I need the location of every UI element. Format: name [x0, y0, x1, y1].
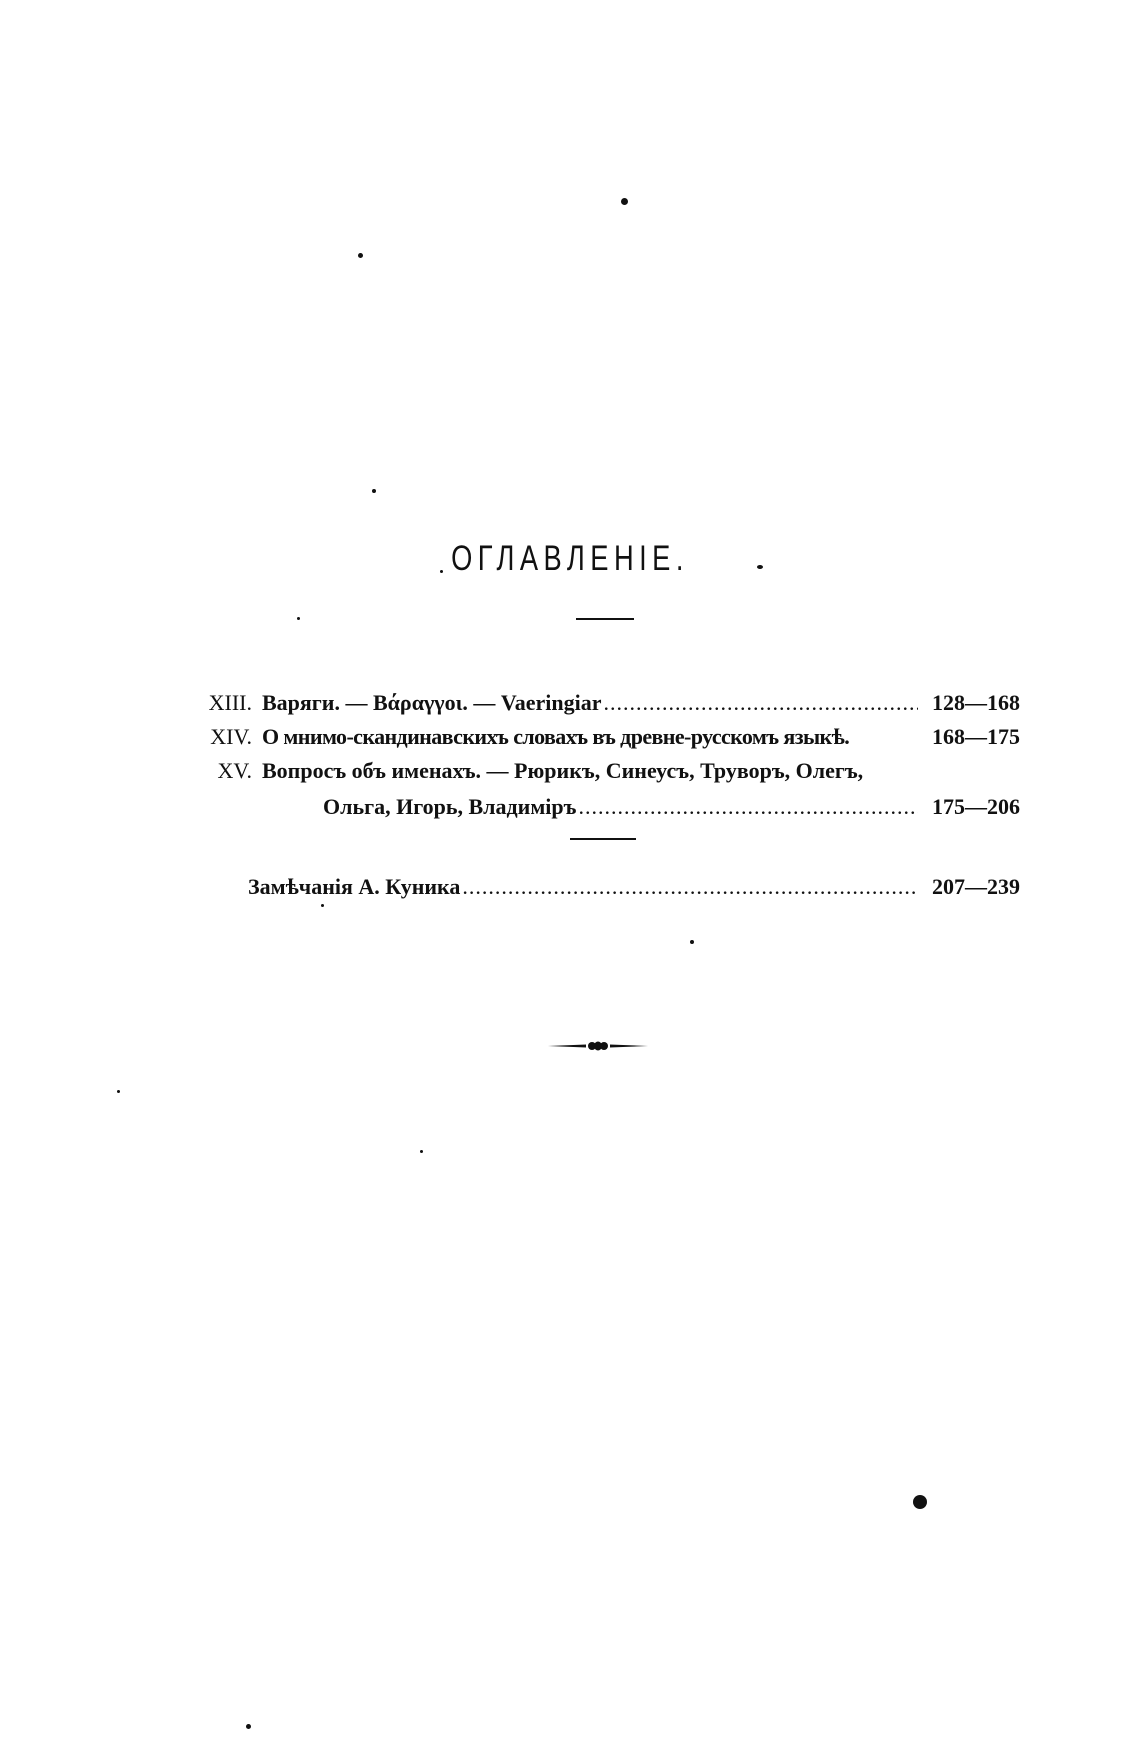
section-divider: [570, 838, 636, 840]
print-speck: [358, 253, 363, 258]
ornament-divider-icon: [548, 1038, 648, 1054]
chapter-title-continuation: Ольга, Игорь, Владимiръ: [323, 794, 577, 819]
print-speck: [117, 1090, 120, 1093]
chapter-title: О мнимо-скандинавскихъ словахъ въ древне-русскомъ языкѣ.: [262, 724, 850, 749]
page-title: ОГЛАВЛЕНIЕ.: [451, 539, 689, 579]
chapter-title: Вопросъ объ именахъ. — Рюрикъ, Синеусъ, Труворъ, Олегъ,: [262, 758, 864, 783]
page-range: 207—239: [932, 874, 1020, 899]
toc-entry-appendix: [248, 870, 1020, 904]
toc-entry-xv-continuation: [323, 790, 1020, 824]
print-speck: [246, 1724, 251, 1729]
page-range: 128—168: [932, 690, 1020, 715]
toc-entry-xv: [180, 754, 1020, 788]
print-speck: [621, 198, 628, 205]
print-speck: [420, 1150, 423, 1153]
chapter-number: XV.: [217, 758, 252, 783]
chapter-number: XIV.: [210, 724, 252, 749]
print-speck: [690, 940, 694, 944]
toc-entry-xiii: [180, 686, 1020, 720]
print-speck: [372, 489, 376, 493]
print-speck: [913, 1495, 927, 1509]
title-divider: [576, 618, 634, 620]
print-speck: [297, 617, 300, 620]
page-range: 168—175: [932, 724, 1020, 749]
appendix-title: Замѣчанiя А. Куника: [248, 874, 461, 899]
print-speck: [321, 904, 324, 907]
chapter-title: Варяги. — Βάραγγοι. — Vaeringiar: [262, 690, 602, 715]
chapter-number: XIII.: [208, 690, 252, 715]
page-range: 175—206: [932, 794, 1020, 819]
dot-leader: [604, 686, 918, 720]
toc-entry-xiv: [180, 720, 1020, 754]
dot-leader: [578, 790, 918, 824]
dot-leader: [462, 870, 918, 904]
